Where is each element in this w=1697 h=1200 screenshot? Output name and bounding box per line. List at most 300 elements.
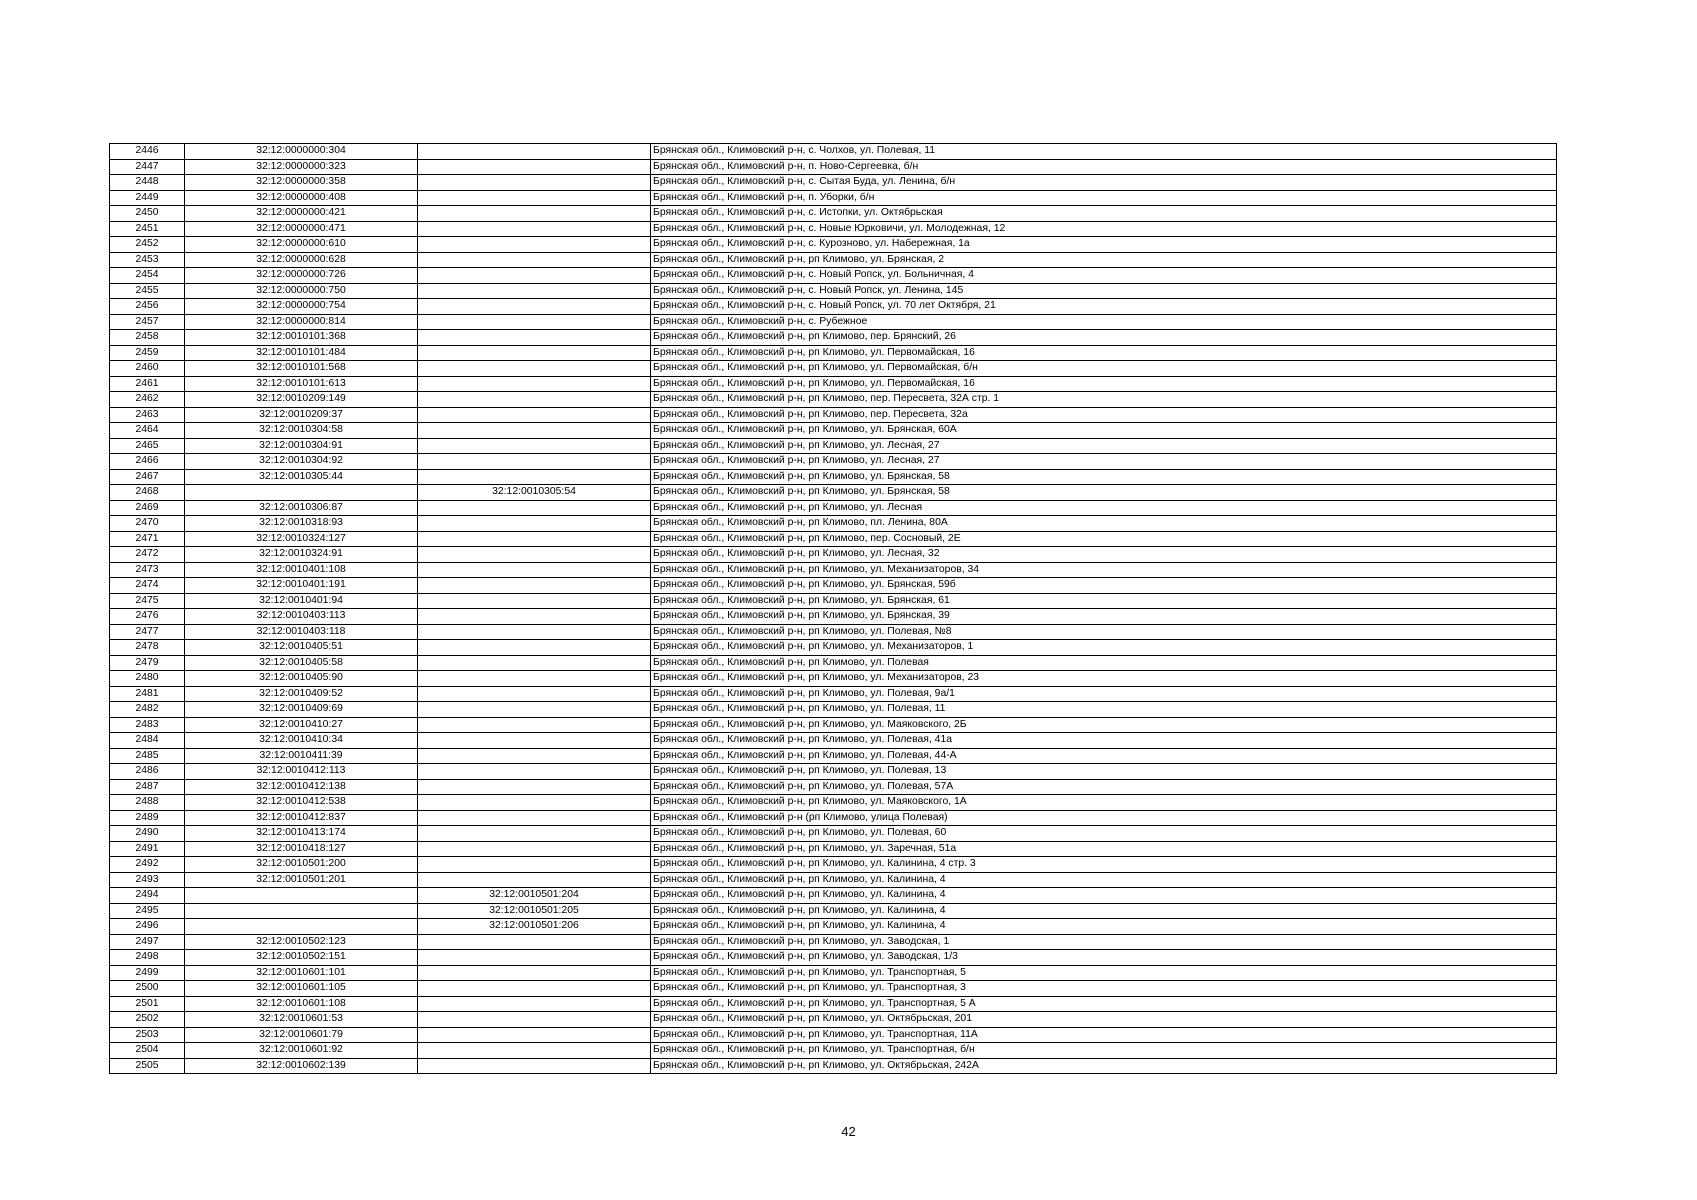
secondary-cadastral-number-cell [418, 314, 651, 330]
address-cell: Брянская обл., Климовский р-н, с. Рубежное [651, 314, 1557, 330]
address-cell: Брянская обл., Климовский р-н, рп Климово, ул. Заводская, 1 [651, 934, 1557, 950]
cadastral-number-cell: 32:12:0010601:105 [185, 981, 418, 997]
cadastral-number-cell: 32:12:0010304:58 [185, 423, 418, 439]
row-number-cell: 2472 [110, 547, 185, 563]
secondary-cadastral-number-cell [418, 795, 651, 811]
table-row [110, 376, 1557, 392]
row-number-cell: 2458 [110, 330, 185, 346]
cadastral-number-cell: 32:12:0010209:37 [185, 407, 418, 423]
row-number-cell: 2475 [110, 593, 185, 609]
table-row [110, 159, 1557, 175]
address-cell: Брянская обл., Климовский р-н, рп Климово, пер. Брянский, 26 [651, 330, 1557, 346]
table-row [110, 190, 1557, 206]
row-number-cell: 2449 [110, 190, 185, 206]
cadastral-number-cell: 32:12:0010405:90 [185, 671, 418, 687]
table-row [110, 748, 1557, 764]
secondary-cadastral-number-cell [418, 547, 651, 563]
address-cell: Брянская обл., Климовский р-н, рп Климово, ул. Механизаторов, 34 [651, 562, 1557, 578]
secondary-cadastral-number-cell [418, 717, 651, 733]
secondary-cadastral-number-cell [418, 221, 651, 237]
address-cell: Брянская обл., Климовский р-н, рп Климово, ул. Полевая, 41а [651, 733, 1557, 749]
address-cell: Брянская обл., Климовский р-н, рп Климово, ул. Лесная, 27 [651, 438, 1557, 454]
cadastral-number-cell: 32:12:0010412:138 [185, 779, 418, 795]
address-cell: Брянская обл., Климовский р-н, с. Чолхов, ул. Полевая, 11 [651, 144, 1557, 160]
table-row [110, 872, 1557, 888]
secondary-cadastral-number-cell [418, 1012, 651, 1028]
address-cell: Брянская обл., Климовский р-н, рп Климово, ул. Брянская, 61 [651, 593, 1557, 609]
cadastral-number-cell: 32:12:0010318:93 [185, 516, 418, 532]
cadastral-number-cell: 32:12:0010324:91 [185, 547, 418, 563]
secondary-cadastral-number-cell [418, 841, 651, 857]
row-number-cell: 2497 [110, 934, 185, 950]
secondary-cadastral-number-cell [418, 671, 651, 687]
table-row [110, 717, 1557, 733]
table-row [110, 841, 1557, 857]
address-cell: Брянская обл., Климовский р-н, рп Климово, ул. Брянская, 2 [651, 252, 1557, 268]
cadastral-number-cell: 32:12:0010601:53 [185, 1012, 418, 1028]
table-row [110, 640, 1557, 656]
address-cell: Брянская обл., Климовский р-н, рп Климово, ул. Полевая, 60 [651, 826, 1557, 842]
row-number-cell: 2496 [110, 919, 185, 935]
row-number-cell: 2448 [110, 175, 185, 191]
table-row [110, 438, 1557, 454]
row-number-cell: 2490 [110, 826, 185, 842]
address-cell: Брянская обл., Климовский р-н, с. Новый Ропск, ул. Ленина, 145 [651, 283, 1557, 299]
address-cell: Брянская обл., Климовский р-н, рп Климово, ул. Калинина, 4 [651, 872, 1557, 888]
cadastral-number-cell [185, 903, 418, 919]
secondary-cadastral-number-cell: 32:12:0010501:205 [418, 903, 651, 919]
row-number-cell: 2454 [110, 268, 185, 284]
address-cell: Брянская обл., Климовский р-н, с. Курозново, ул. Набережная, 1а [651, 237, 1557, 253]
table-row [110, 221, 1557, 237]
row-number-cell: 2492 [110, 857, 185, 873]
row-number-cell: 2446 [110, 144, 185, 160]
cadastral-number-cell: 32:12:0010101:568 [185, 361, 418, 377]
cadastral-number-cell: 32:12:0010405:51 [185, 640, 418, 656]
table-row [110, 1027, 1557, 1043]
row-number-cell: 2471 [110, 531, 185, 547]
table-row [110, 857, 1557, 873]
table-row [110, 361, 1557, 377]
row-number-cell: 2477 [110, 624, 185, 640]
secondary-cadastral-number-cell [418, 950, 651, 966]
secondary-cadastral-number-cell [418, 934, 651, 950]
cadastral-number-cell: 32:12:0000000:726 [185, 268, 418, 284]
secondary-cadastral-number-cell [418, 392, 651, 408]
table-row [110, 965, 1557, 981]
address-cell: Брянская обл., Климовский р-н, рп Климово, ул. Транспортная, 5 [651, 965, 1557, 981]
table-row [110, 578, 1557, 594]
secondary-cadastral-number-cell [418, 190, 651, 206]
row-number-cell: 2489 [110, 810, 185, 826]
row-number-cell: 2478 [110, 640, 185, 656]
table-row [110, 934, 1557, 950]
table-row [110, 531, 1557, 547]
row-number-cell: 2481 [110, 686, 185, 702]
table-row [110, 392, 1557, 408]
cadastral-number-cell [185, 485, 418, 501]
secondary-cadastral-number-cell [418, 252, 651, 268]
secondary-cadastral-number-cell [418, 206, 651, 222]
table-row [110, 919, 1557, 935]
cadastral-number-cell: 32:12:0010601:101 [185, 965, 418, 981]
row-number-cell: 2483 [110, 717, 185, 733]
table-row [110, 686, 1557, 702]
table-row [110, 407, 1557, 423]
address-cell: Брянская обл., Климовский р-н, рп Климово, ул. Полевая, 11 [651, 702, 1557, 718]
address-cell: Брянская обл., Климовский р-н, рп Климово, ул. Брянская, 58 [651, 485, 1557, 501]
row-number-cell: 2498 [110, 950, 185, 966]
secondary-cadastral-number-cell [418, 144, 651, 160]
cadastral-number-cell: 32:12:0010401:108 [185, 562, 418, 578]
secondary-cadastral-number-cell [418, 531, 651, 547]
secondary-cadastral-number-cell [418, 1027, 651, 1043]
address-cell: Брянская обл., Климовский р-н, рп Климово, ул. Транспортная, б/н [651, 1043, 1557, 1059]
cadastral-number-cell: 32:12:0010418:127 [185, 841, 418, 857]
row-number-cell: 2450 [110, 206, 185, 222]
secondary-cadastral-number-cell [418, 407, 651, 423]
table-row [110, 469, 1557, 485]
cadastral-number-cell: 32:12:0010305:44 [185, 469, 418, 485]
address-cell: Брянская обл., Климовский р-н, рп Климово, ул. Калинина, 4 [651, 919, 1557, 935]
row-number-cell: 2482 [110, 702, 185, 718]
table-row [110, 764, 1557, 780]
secondary-cadastral-number-cell [418, 965, 651, 981]
address-cell: Брянская обл., Климовский р-н, рп Климово, ул. Полевая, 13 [651, 764, 1557, 780]
cadastral-number-cell: 32:12:0010101:484 [185, 345, 418, 361]
row-number-cell: 2451 [110, 221, 185, 237]
address-cell: Брянская обл., Климовский р-н, рп Климово, ул. Заречная, 51а [651, 841, 1557, 857]
secondary-cadastral-number-cell [418, 655, 651, 671]
row-number-cell: 2460 [110, 361, 185, 377]
secondary-cadastral-number-cell [418, 376, 651, 392]
secondary-cadastral-number-cell [418, 857, 651, 873]
secondary-cadastral-number-cell [418, 733, 651, 749]
secondary-cadastral-number-cell [418, 500, 651, 516]
row-number-cell: 2484 [110, 733, 185, 749]
cadastral-number-cell: 32:12:0010501:201 [185, 872, 418, 888]
row-number-cell: 2474 [110, 578, 185, 594]
address-cell: Брянская обл., Климовский р-н, рп Климово, ул. Полевая [651, 655, 1557, 671]
secondary-cadastral-number-cell [418, 686, 651, 702]
secondary-cadastral-number-cell [418, 299, 651, 315]
secondary-cadastral-number-cell [418, 810, 651, 826]
secondary-cadastral-number-cell [418, 748, 651, 764]
address-cell: Брянская обл., Климовский р-н, с. Новый Ропск, ул. 70 лет Октября, 21 [651, 299, 1557, 315]
table-row [110, 609, 1557, 625]
address-cell: Брянская обл., Климовский р-н, рп Климово, ул. Лесная, 32 [651, 547, 1557, 563]
cadastral-number-cell: 32:12:0010401:94 [185, 593, 418, 609]
address-cell: Брянская обл., Климовский р-н, рп Климово, пер. Пересвета, 32а [651, 407, 1557, 423]
address-cell: Брянская обл., Климовский р-н, рп Климово, ул. Калинина, 4 стр. 3 [651, 857, 1557, 873]
table-row [110, 252, 1557, 268]
address-cell: Брянская обл., Климовский р-н, рп Климово, ул. Брянская, 39 [651, 609, 1557, 625]
address-cell: Брянская обл., Климовский р-н, рп Климово, ул. Механизаторов, 23 [651, 671, 1557, 687]
address-cell: Брянская обл., Климовский р-н, рп Климово, ул. Брянская, 58 [651, 469, 1557, 485]
table-row [110, 516, 1557, 532]
address-cell: Брянская обл., Климовский р-н, рп Климово, пл. Ленина, 80А [651, 516, 1557, 532]
secondary-cadastral-number-cell [418, 516, 651, 532]
cadastral-number-cell: 32:12:0000000:421 [185, 206, 418, 222]
table-row [110, 702, 1557, 718]
address-cell: Брянская обл., Климовский р-н, рп Климово, ул. Октябрьская, 242А [651, 1058, 1557, 1074]
cadastral-number-cell: 32:12:0010403:113 [185, 609, 418, 625]
secondary-cadastral-number-cell [418, 609, 651, 625]
secondary-cadastral-number-cell [418, 330, 651, 346]
row-number-cell: 2495 [110, 903, 185, 919]
cadastral-number-cell: 32:12:0000000:323 [185, 159, 418, 175]
secondary-cadastral-number-cell [418, 469, 651, 485]
secondary-cadastral-number-cell [418, 872, 651, 888]
cadastral-number-cell: 32:12:0000000:814 [185, 314, 418, 330]
address-cell: Брянская обл., Климовский р-н, рп Климово, ул. Полевая, 44-А [651, 748, 1557, 764]
table-row [110, 330, 1557, 346]
secondary-cadastral-number-cell [418, 764, 651, 780]
cadastral-number-cell: 32:12:0010601:108 [185, 996, 418, 1012]
address-cell: Брянская обл., Климовский р-н, рп Климово, ул. Полевая, 9а/1 [651, 686, 1557, 702]
row-number-cell: 2468 [110, 485, 185, 501]
address-cell: Брянская обл., Климовский р-н, с. Сытая Буда, ул. Ленина, б/н [651, 175, 1557, 191]
cadastral-number-cell: 32:12:0010412:113 [185, 764, 418, 780]
address-cell: Брянская обл., Климовский р-н, рп Климово, ул. Лесная, 27 [651, 454, 1557, 470]
table-row [110, 206, 1557, 222]
row-number-cell: 2503 [110, 1027, 185, 1043]
secondary-cadastral-number-cell [418, 423, 651, 439]
table-row [110, 903, 1557, 919]
row-number-cell: 2486 [110, 764, 185, 780]
cadastral-number-cell: 32:12:0000000:628 [185, 252, 418, 268]
table-row [110, 1058, 1557, 1074]
table-row [110, 950, 1557, 966]
page-number: 42 [841, 1124, 856, 1139]
table-row [110, 733, 1557, 749]
cadastral-number-cell: 32:12:0010601:92 [185, 1043, 418, 1059]
cadastral-number-cell [185, 919, 418, 935]
row-number-cell: 2485 [110, 748, 185, 764]
row-number-cell: 2476 [110, 609, 185, 625]
address-cell: Брянская обл., Климовский р-н, рп Климово, пер. Сосновый, 2Е [651, 531, 1557, 547]
table-row [110, 562, 1557, 578]
row-number-cell: 2466 [110, 454, 185, 470]
address-cell: Брянская обл., Климовский р-н, рп Климово, ул. Брянская, 59б [651, 578, 1557, 594]
secondary-cadastral-number-cell [418, 361, 651, 377]
cadastral-number-cell: 32:12:0010304:92 [185, 454, 418, 470]
row-number-cell: 2469 [110, 500, 185, 516]
row-number-cell: 2462 [110, 392, 185, 408]
address-cell: Брянская обл., Климовский р-н, рп Климово, ул. Транспортная, 3 [651, 981, 1557, 997]
cadastral-number-cell: 32:12:0010602:139 [185, 1058, 418, 1074]
table-row [110, 423, 1557, 439]
row-number-cell: 2456 [110, 299, 185, 315]
row-number-cell: 2464 [110, 423, 185, 439]
row-number-cell: 2467 [110, 469, 185, 485]
secondary-cadastral-number-cell [418, 454, 651, 470]
row-number-cell: 2465 [110, 438, 185, 454]
table-row [110, 624, 1557, 640]
address-cell: Брянская обл., Климовский р-н, рп Климово, ул. Заводская, 1/3 [651, 950, 1557, 966]
row-number-cell: 2505 [110, 1058, 185, 1074]
cadastral-number-cell: 32:12:0000000:750 [185, 283, 418, 299]
secondary-cadastral-number-cell [418, 438, 651, 454]
cadastral-number-cell: 32:12:0010409:69 [185, 702, 418, 718]
cadastral-number-cell: 32:12:0000000:754 [185, 299, 418, 315]
cadastral-number-cell: 32:12:0010209:149 [185, 392, 418, 408]
address-cell: Брянская обл., Климовский р-н, рп Климово, ул. Лесная [651, 500, 1557, 516]
cadastral-number-cell: 32:12:0010412:837 [185, 810, 418, 826]
table-row [110, 826, 1557, 842]
cadastral-number-cell: 32:12:0000000:610 [185, 237, 418, 253]
row-number-cell: 2502 [110, 1012, 185, 1028]
cadastral-number-cell: 32:12:0010405:58 [185, 655, 418, 671]
table-row [110, 888, 1557, 904]
address-cell: Брянская обл., Климовский р-н, п. Уборки, б/н [651, 190, 1557, 206]
address-cell: Брянская обл., Климовский р-н, с. Истопки, ул. Октябрьская [651, 206, 1557, 222]
row-number-cell: 2455 [110, 283, 185, 299]
row-number-cell: 2501 [110, 996, 185, 1012]
secondary-cadastral-number-cell [418, 578, 651, 594]
cadastral-number-cell: 32:12:0010304:91 [185, 438, 418, 454]
row-number-cell: 2479 [110, 655, 185, 671]
row-number-cell: 2452 [110, 237, 185, 253]
secondary-cadastral-number-cell [418, 640, 651, 656]
row-number-cell: 2494 [110, 888, 185, 904]
address-cell: Брянская обл., Климовский р-н, рп Климово, ул. Первомайская, б/н [651, 361, 1557, 377]
table-body [110, 144, 1557, 1074]
table-row [110, 454, 1557, 470]
row-number-cell: 2499 [110, 965, 185, 981]
cadastral-number-cell: 32:12:0010324:127 [185, 531, 418, 547]
table-row [110, 547, 1557, 563]
cadastral-number-cell: 32:12:0010403:118 [185, 624, 418, 640]
cadastral-number-cell: 32:12:0010410:34 [185, 733, 418, 749]
table-row [110, 485, 1557, 501]
secondary-cadastral-number-cell [418, 702, 651, 718]
address-cell: Брянская обл., Климовский р-н, рп Климово, ул. Первомайская, 16 [651, 345, 1557, 361]
cadastral-number-cell: 32:12:0010502:123 [185, 934, 418, 950]
row-number-cell: 2487 [110, 779, 185, 795]
cadastral-number-cell: 32:12:0010411:39 [185, 748, 418, 764]
address-cell: Брянская обл., Климовский р-н, рп Климово, ул. Маяковского, 1А [651, 795, 1557, 811]
cadastral-number-cell: 32:12:0010501:200 [185, 857, 418, 873]
table-row [110, 500, 1557, 516]
row-number-cell: 2447 [110, 159, 185, 175]
cadastral-number-cell: 32:12:0010401:191 [185, 578, 418, 594]
table-row [110, 175, 1557, 191]
table-row [110, 795, 1557, 811]
cadastral-number-cell: 32:12:0010410:27 [185, 717, 418, 733]
secondary-cadastral-number-cell [418, 237, 651, 253]
address-cell: Брянская обл., Климовский р-н, рп Климово, ул. Транспортная, 5 А [651, 996, 1557, 1012]
cadastral-number-cell: 32:12:0000000:408 [185, 190, 418, 206]
address-cell: Брянская обл., Климовский р-н, рп Климово, ул. Первомайская, 16 [651, 376, 1557, 392]
address-cell: Брянская обл., Климовский р-н, рп Климово, ул. Полевая, №8 [651, 624, 1557, 640]
cadastral-number-cell: 32:12:0010413:174 [185, 826, 418, 842]
address-cell: Брянская обл., Климовский р-н, с. Новые Юрковичи, ул. Молодежная, 12 [651, 221, 1557, 237]
row-number-cell: 2488 [110, 795, 185, 811]
secondary-cadastral-number-cell [418, 996, 651, 1012]
table-row [110, 779, 1557, 795]
secondary-cadastral-number-cell [418, 593, 651, 609]
table-row [110, 996, 1557, 1012]
secondary-cadastral-number-cell [418, 159, 651, 175]
row-number-cell: 2463 [110, 407, 185, 423]
table-row [110, 593, 1557, 609]
address-cell: Брянская обл., Климовский р-н, рп Климово, ул. Октябрьская, 201 [651, 1012, 1557, 1028]
row-number-cell: 2470 [110, 516, 185, 532]
table-row [110, 144, 1557, 160]
table-row [110, 981, 1557, 997]
table-row [110, 268, 1557, 284]
address-cell: Брянская обл., Климовский р-н, рп Климово, ул. Транспортная, 11А [651, 1027, 1557, 1043]
row-number-cell: 2491 [110, 841, 185, 857]
table-row [110, 655, 1557, 671]
address-cell: Брянская обл., Климовский р-н, п. Ново-Сергеевка, б/н [651, 159, 1557, 175]
secondary-cadastral-number-cell: 32:12:0010501:204 [418, 888, 651, 904]
cadastral-number-cell [185, 888, 418, 904]
address-cell: Брянская обл., Климовский р-н (рп Климово, улица Полевая) [651, 810, 1557, 826]
secondary-cadastral-number-cell [418, 826, 651, 842]
cadastral-number-cell: 32:12:0010101:368 [185, 330, 418, 346]
row-number-cell: 2500 [110, 981, 185, 997]
address-cell: Брянская обл., Климовский р-н, рп Климово, ул. Полевая, 57А [651, 779, 1557, 795]
table-row [110, 237, 1557, 253]
cadastral-number-cell: 32:12:0000000:304 [185, 144, 418, 160]
table-row [110, 345, 1557, 361]
row-number-cell: 2504 [110, 1043, 185, 1059]
row-number-cell: 2480 [110, 671, 185, 687]
secondary-cadastral-number-cell [418, 283, 651, 299]
secondary-cadastral-number-cell [418, 268, 651, 284]
secondary-cadastral-number-cell [418, 779, 651, 795]
cadastral-number-cell: 32:12:0010101:613 [185, 376, 418, 392]
row-number-cell: 2453 [110, 252, 185, 268]
row-number-cell: 2459 [110, 345, 185, 361]
table-row [110, 671, 1557, 687]
row-number-cell: 2473 [110, 562, 185, 578]
cadastral-number-cell: 32:12:0010409:52 [185, 686, 418, 702]
cadastral-number-cell: 32:12:0010601:79 [185, 1027, 418, 1043]
address-cell: Брянская обл., Климовский р-н, рп Климово, пер. Пересвета, 32А стр. 1 [651, 392, 1557, 408]
secondary-cadastral-number-cell [418, 1058, 651, 1074]
address-cell: Брянская обл., Климовский р-н, рп Климово, ул. Калинина, 4 [651, 903, 1557, 919]
secondary-cadastral-number-cell [418, 345, 651, 361]
row-number-cell: 2493 [110, 872, 185, 888]
cadastral-number-cell: 32:12:0000000:471 [185, 221, 418, 237]
table-row [110, 283, 1557, 299]
address-cell: Брянская обл., Климовский р-н, рп Климово, ул. Калинина, 4 [651, 888, 1557, 904]
secondary-cadastral-number-cell [418, 624, 651, 640]
cadastral-number-cell: 32:12:0010502:151 [185, 950, 418, 966]
table-row [110, 1043, 1557, 1059]
secondary-cadastral-number-cell: 32:12:0010305:54 [418, 485, 651, 501]
cadastral-number-cell: 32:12:0010306:87 [185, 500, 418, 516]
cadastral-number-cell: 32:12:0000000:358 [185, 175, 418, 191]
address-cell: Брянская обл., Климовский р-н, рп Климово, ул. Механизаторов, 1 [651, 640, 1557, 656]
address-cell: Брянская обл., Климовский р-н, рп Климово, ул. Маяковского, 2Б [651, 717, 1557, 733]
secondary-cadastral-number-cell [418, 981, 651, 997]
table-row [110, 314, 1557, 330]
secondary-cadastral-number-cell [418, 1043, 651, 1059]
table-row [110, 810, 1557, 826]
row-number-cell: 2457 [110, 314, 185, 330]
secondary-cadastral-number-cell [418, 175, 651, 191]
cadastral-number-cell: 32:12:0010412:538 [185, 795, 418, 811]
address-cell: Брянская обл., Климовский р-н, с. Новый Ропск, ул. Больничная, 4 [651, 268, 1557, 284]
secondary-cadastral-number-cell [418, 562, 651, 578]
row-number-cell: 2461 [110, 376, 185, 392]
table-row [110, 299, 1557, 315]
secondary-cadastral-number-cell: 32:12:0010501:206 [418, 919, 651, 935]
